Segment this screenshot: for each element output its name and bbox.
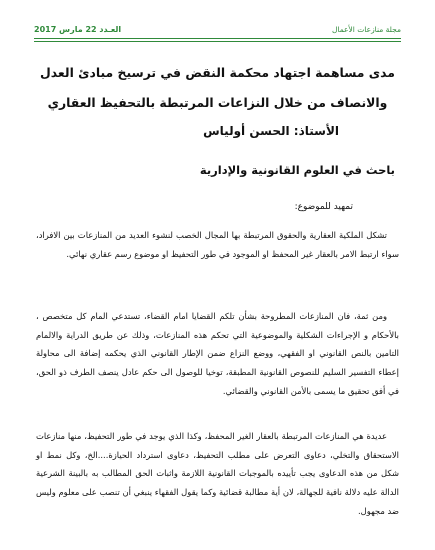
issue-info: العـدد 22 مارس 2017 <box>34 25 122 34</box>
paragraph-3 <box>36 427 399 521</box>
author-name: الأستاذ: الحسن أولياس <box>203 124 339 138</box>
paragraph-2 <box>36 307 399 401</box>
paragraph-1 <box>36 226 399 263</box>
paragraph-text: ومن ثمة، فان المنازعات المطروحة بشأن تلكم القضايا امام القضاء، تستدعي المام كل متخصص ، بالأحكام و الإجراءات الشكلية والموضوعية التي تحكم هذه المنازعات، وذلك عن طريق الدراية والالمام التامين بالنص القانوني او الفقهي، ووضع النزاع ضمن الإطار القانوني الذي يحكمه إضافة الى محاولة إعطاء التفسير السليم للنصوص القانونية المطبقة، توخيا للوصول الى حكم عادل ينصف الطرف ذو الحق، في أفق تحقيق ما يسمى بالأمن القانوني والقضائي. <box>36 311 399 396</box>
header-rule-thin <box>34 41 401 42</box>
running-header <box>34 25 401 37</box>
paragraph-text: عديدة هي المنازعات المرتبطة بالعقار الغير المحفظ، وكذا الذي يوجد في طور التحفيظ، منها منازعات الاستحقاق والتخلي، دعاوى التعرض على مطلب التحفيظ، دعاوى استرداد الحيازة....الخ، وكل نمط او شكل من هذه الدعاوى يجب تأييده بالموجبات القانونية اللازمة واثبات الحق المطالب به بالبينة الشرعية الدالة عليه دلالة نافية للجهالة، لان أية مطالبة قضائية وكما يقول الفقهاء ينبغي أن تنصب على معلوم وليس ضد مجهول. <box>36 431 399 516</box>
article-title <box>30 58 405 118</box>
journal-name: مجلة منازعات الأعمال <box>331 25 401 34</box>
paragraph-text: تشكل الملكية العقارية والحقوق المرتبطة بها المجال الخصب لنشوء العديد من المنازعات بين الافراد، سواء ارتبط الامر بالعقار غير المحفظ او الموجود في طور التحفيظ او موضوع رسم عقاري نهائي. <box>36 230 399 259</box>
author-affiliation: باحث في العلوم القانونية والإدارية <box>199 163 395 177</box>
title-line-1: مدى مساهمة اجتهاد محكمة النقض في ترسيخ مبادئ العدل <box>40 65 395 80</box>
header-rule <box>34 38 401 39</box>
intro-heading: تمهيد للموضوع: <box>294 202 353 212</box>
title-line-2: والانصاف من خلال النزاعات المرتبطة بالتحفيظ العقاري <box>47 95 388 110</box>
